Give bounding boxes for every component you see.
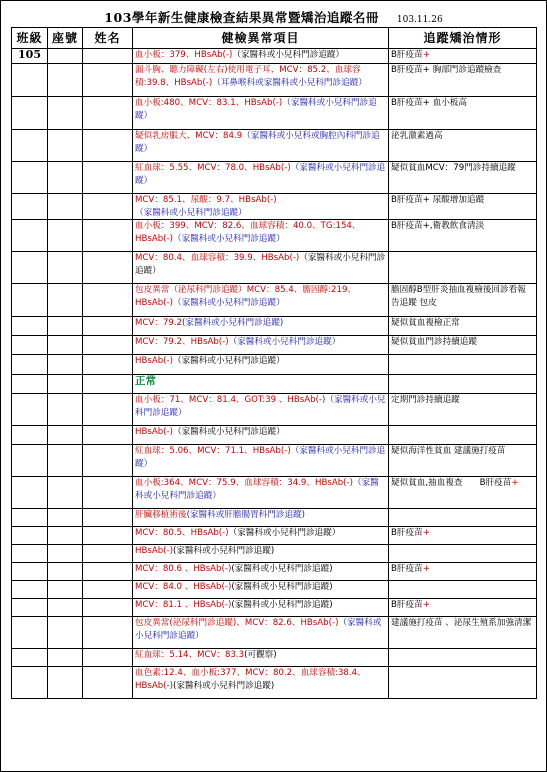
name-cell xyxy=(83,581,133,599)
item-text-red: 血小板：399、MCV：82.6、血球容積：40.0、TG:154、HBsAb(-) xyxy=(135,221,361,244)
name-cell xyxy=(83,527,133,545)
page-title xyxy=(0,8,547,26)
table-row xyxy=(12,64,537,97)
tracking-cell xyxy=(389,649,537,667)
item-text-red: MCV：85.1、尿酸：9.7、HBsAb(-) xyxy=(135,195,277,205)
item-text-red: 疑似乳房脹大、MCV：84.9 xyxy=(135,131,243,141)
class-cell xyxy=(12,97,48,130)
item-text-blue: （家醫科或小兒科門診追蹤） xyxy=(135,163,386,186)
table-body xyxy=(12,49,537,699)
item-text-red: HBsAb(-) xyxy=(135,546,173,556)
item-text-blue: （家醫科或小兒科門診追蹤） xyxy=(135,395,386,418)
class-cell xyxy=(12,252,48,284)
tracking-cell xyxy=(389,563,537,581)
abnormal-items-cell xyxy=(133,336,389,355)
item-text-red: HBsAb(-) xyxy=(135,427,173,437)
item-text-blue: （家醫科或小兒科門診追蹤） xyxy=(172,233,285,244)
tracking-cell xyxy=(389,336,537,355)
tracking-text: 建議施打疫苗 、泌尿生殖系加強清潔 xyxy=(391,618,532,628)
seat-cell xyxy=(48,162,83,194)
abnormal-items-cell xyxy=(133,64,389,97)
tracking-text: B肝疫苗 xyxy=(391,564,423,574)
table-row xyxy=(12,649,537,667)
seat-cell xyxy=(48,426,83,445)
class-cell: 105 xyxy=(12,49,48,64)
item-text-black: (可觀察) xyxy=(244,650,277,660)
tracking-cell xyxy=(389,49,537,64)
col-header-seat: 座號 xyxy=(48,28,83,49)
name-cell xyxy=(83,617,133,649)
seat-cell xyxy=(48,317,83,336)
name-cell xyxy=(83,97,133,130)
tracking-cell xyxy=(389,220,537,252)
section-label: 正常 xyxy=(135,375,156,387)
item-text-red: MCV：84.0 、HBsAb(-) xyxy=(135,582,232,592)
abnormal-items-cell xyxy=(133,509,389,527)
name-cell xyxy=(83,355,133,375)
seat-cell xyxy=(48,445,83,477)
seat-cell xyxy=(48,284,83,317)
item-text-red: MCV：80.5、HBsAb(-) xyxy=(135,528,229,538)
item-text-black: (家醫科或小兒科門診追蹤) xyxy=(231,582,333,592)
seat-cell xyxy=(48,667,83,699)
item-text-blue: （家醫科或小兒科或胸腔內科門診追蹤） xyxy=(135,131,380,154)
seat-cell xyxy=(48,509,83,527)
item-text-red: 紅血球：5.06、MCV：71.1、HBsAb(-) xyxy=(135,446,291,456)
abnormal-items-cell xyxy=(133,527,389,545)
abnormal-items-cell xyxy=(133,317,389,336)
item-text-red: 紅血球：5.55、MCV：78.0、HBsAb(-) xyxy=(135,163,291,173)
class-cell xyxy=(12,599,48,617)
abnormal-items-cell xyxy=(133,394,389,426)
class-cell xyxy=(12,509,48,527)
class-cell xyxy=(12,355,48,375)
seat-cell xyxy=(48,581,83,599)
tracking-cell xyxy=(389,477,537,509)
class-cell xyxy=(12,667,48,699)
item-text-black: (家醫科或小兒科門診追蹤) xyxy=(231,600,333,610)
table-row xyxy=(12,130,537,162)
abnormal-items-cell xyxy=(133,194,389,220)
class-cell xyxy=(12,649,48,667)
tracking-cell xyxy=(389,375,537,394)
item-text-red: 血小板:364、MCV：75.9、血球容積：34.9、HBsAb(-) xyxy=(135,478,353,488)
name-cell xyxy=(83,162,133,194)
abnormal-items-cell xyxy=(133,445,389,477)
class-cell xyxy=(12,617,48,649)
class-cell xyxy=(12,563,48,581)
item-text-red: MCV：81.1 、HBsAb(-) xyxy=(135,600,232,610)
table-row xyxy=(12,317,537,336)
col-header-class: 班級 xyxy=(12,28,48,49)
abnormal-items-cell xyxy=(133,284,389,317)
table-row xyxy=(12,445,537,477)
tracking-cell xyxy=(389,667,537,699)
tracking-text: B肝疫苗 xyxy=(391,50,423,60)
title-text: 103學年新生健康檢查結果異常暨矯治追蹤名冊 xyxy=(104,10,379,25)
abnormal-items-cell xyxy=(133,563,389,581)
tracking-cell xyxy=(389,284,537,317)
tracking-cell xyxy=(389,509,537,527)
item-text-black: (家醫科或小兒科門診追蹤) xyxy=(172,680,275,691)
item-text-black: （家醫科或小兒科門診追蹤） xyxy=(232,50,345,60)
item-text-red: 肝臟移植術後 xyxy=(135,510,187,520)
tracking-cell xyxy=(389,599,537,617)
abnormal-items-cell xyxy=(133,426,389,445)
table-row xyxy=(12,355,537,375)
tracking-cell xyxy=(389,317,537,336)
tracking-text: 泌乳激素過高 xyxy=(391,131,443,141)
tracking-cell xyxy=(389,252,537,284)
name-cell xyxy=(83,220,133,252)
tracking-text: 膽固醇B型肝炎抽血複檢後回診看報告追蹤 包皮 xyxy=(391,285,526,308)
tracking-text: B肝疫苗+ 血小板高 xyxy=(391,98,467,108)
class-cell xyxy=(12,317,48,336)
table-row xyxy=(12,375,537,394)
class-cell xyxy=(12,194,48,220)
name-cell xyxy=(83,563,133,581)
seat-cell xyxy=(48,375,83,394)
item-text-blue: （家醫科或小兒科門診追蹤） xyxy=(228,337,341,347)
name-cell xyxy=(83,599,133,617)
item-text-red: HBsAb(-) xyxy=(135,356,173,366)
item-text-blue: （家醫科或小兒科門診追蹤） xyxy=(135,478,379,501)
name-cell xyxy=(83,64,133,97)
tracking-cell xyxy=(389,194,537,220)
abnormal-items-cell xyxy=(133,649,389,667)
table-row xyxy=(12,667,537,699)
item-text-red: 血色素:12.4、血小板:377、MCV：80.2、血球容積:38.4、HBsAb(-) xyxy=(135,668,366,691)
tracking-plus: + xyxy=(422,528,430,538)
seat-cell xyxy=(48,394,83,426)
abnormal-items-cell xyxy=(133,545,389,563)
tracking-plus: + xyxy=(511,478,519,488)
tracking-text: B肝疫苗+,衛教飲食清淡 xyxy=(391,221,485,231)
table-row xyxy=(12,527,537,545)
name-cell xyxy=(83,130,133,162)
class-cell xyxy=(12,375,48,394)
item-text-red: 血小板：71、MCV：81.4、GOT:39 、HBsAb(-) xyxy=(135,395,326,405)
class-cell xyxy=(12,220,48,252)
name-cell xyxy=(83,445,133,477)
item-text-red: 血小板：379、HBsAb(-) xyxy=(135,50,233,60)
col-header-tracking: 追蹤矯治情形 xyxy=(389,28,537,49)
table-row xyxy=(12,581,537,599)
col-header-abnormal-items: 健檢異常項目 xyxy=(133,28,389,49)
seat-cell xyxy=(48,97,83,130)
name-cell xyxy=(83,509,133,527)
item-text-black: （家醫科或小兒科門診追蹤） xyxy=(135,253,386,276)
class-cell xyxy=(12,162,48,194)
tracking-text: 疑似貧血複檢正常 xyxy=(391,318,460,328)
abnormal-items-cell xyxy=(133,97,389,130)
item-text-black: （家醫科或小兒科門診追蹤） xyxy=(228,528,341,538)
seat-cell xyxy=(48,220,83,252)
seat-cell xyxy=(48,599,83,617)
tracking-cell xyxy=(389,130,537,162)
table-row xyxy=(12,162,537,194)
abnormal-items-cell xyxy=(133,220,389,252)
tracking-text: 疑似貧血門診持續追蹤 xyxy=(391,337,477,347)
abnormal-items-cell xyxy=(133,667,389,699)
tracking-text: B肝疫苗+ 尿酸增加追蹤 xyxy=(391,195,485,205)
tracking-cell xyxy=(389,617,537,649)
item-text-black: (家醫科或小兒科門診追蹤) xyxy=(231,564,333,574)
name-cell xyxy=(83,336,133,355)
tracking-cell xyxy=(389,527,537,545)
item-text-black: （家醫科或小兒科門診追蹤） xyxy=(172,427,285,437)
seat-cell xyxy=(48,545,83,563)
tracking-cell xyxy=(389,64,537,97)
item-text-blue: （家醫科或小兒科門診追蹤） xyxy=(135,207,247,218)
table-row xyxy=(12,477,537,509)
table-row xyxy=(12,194,537,220)
table-row xyxy=(12,599,537,617)
table-row xyxy=(12,49,537,64)
name-cell xyxy=(83,252,133,284)
abnormal-items-cell xyxy=(133,162,389,194)
table-row xyxy=(12,252,537,284)
item-text-red: MCV：80.6 、HBsAb(-) xyxy=(135,564,232,574)
class-cell xyxy=(12,284,48,317)
name-cell xyxy=(83,375,133,394)
class-cell xyxy=(12,527,48,545)
item-text-red: 漏斗胸、聽力障礙(左右)使用電子耳、MCV：85.2、血球容積:39.8、HBsAb(-) xyxy=(135,65,361,88)
item-text-red: MCV：79.2、HBsAb(-) xyxy=(135,337,229,347)
name-cell xyxy=(83,284,133,317)
item-text-black: (家醫科或小兒科門診追蹤) xyxy=(172,546,275,556)
tracking-cell xyxy=(389,162,537,194)
name-cell xyxy=(83,667,133,699)
abnormal-items-cell xyxy=(133,130,389,162)
table-row xyxy=(12,509,537,527)
tracking-cell xyxy=(389,581,537,599)
table-header-row xyxy=(12,28,537,49)
table-row xyxy=(12,545,537,563)
class-cell xyxy=(12,336,48,355)
tracking-plus: + xyxy=(422,564,430,574)
table-row xyxy=(12,336,537,355)
table-row xyxy=(12,284,537,317)
tracking-cell xyxy=(389,426,537,445)
abnormal-items-cell xyxy=(133,477,389,509)
tracking-text: 疑似貧血,抽血複查 B肝疫苗 xyxy=(391,478,512,488)
col-header-name: 姓名 xyxy=(83,28,133,49)
table-row xyxy=(12,617,537,649)
table-row xyxy=(12,426,537,445)
title-date: 103.11.26 xyxy=(396,15,443,25)
tracking-cell xyxy=(389,545,537,563)
tracking-plus: + xyxy=(422,50,430,60)
item-text-blue: （家醫科或小兒科門診追蹤） xyxy=(135,98,377,121)
seat-cell xyxy=(48,252,83,284)
name-cell xyxy=(83,477,133,509)
seat-cell xyxy=(48,194,83,220)
item-text-blue: （耳鼻喉科或家醫科或小兒科門診追蹤） xyxy=(212,77,367,88)
item-text-blue: (家醫科或小兒科門診追蹤) xyxy=(182,318,284,328)
name-cell xyxy=(83,394,133,426)
abnormal-items-cell xyxy=(133,581,389,599)
class-cell xyxy=(12,64,48,97)
tracking-cell xyxy=(389,394,537,426)
item-text-black: （家醫科或小兒科門診追蹤） xyxy=(172,356,285,366)
table-row xyxy=(12,394,537,426)
tracking-plus: + xyxy=(422,600,430,610)
tracking-text: B肝疫苗+ 胸部門診追蹤檢查 xyxy=(391,65,502,75)
name-cell xyxy=(83,194,133,220)
item-text-red: 血小板:480、MCV：83.1、HBsAb(-) xyxy=(135,98,283,108)
item-text-red: 紅血球：5.14、MCV：83.3 xyxy=(135,650,245,660)
abnormal-items-cell xyxy=(133,617,389,649)
seat-cell xyxy=(48,64,83,97)
tracking-text: 疑似海洋性貧血 建議施打疫苗 xyxy=(391,446,506,456)
item-text-red: MCV：79.2 xyxy=(135,318,183,328)
table-row xyxy=(12,97,537,130)
name-cell xyxy=(83,49,133,64)
class-cell xyxy=(12,426,48,445)
seat-cell xyxy=(48,649,83,667)
tracking-text: 定期門診持續追蹤 xyxy=(391,395,460,405)
table-row xyxy=(12,220,537,252)
abnormal-items-cell xyxy=(133,599,389,617)
tracking-text: B肝疫苗 xyxy=(391,528,423,538)
item-text-red: MCV：80.4、血球容積：39.9、HBsAb(-) xyxy=(135,253,300,263)
name-cell xyxy=(83,649,133,667)
tracking-cell xyxy=(389,355,537,375)
name-cell xyxy=(83,545,133,563)
class-cell xyxy=(12,394,48,426)
item-text-blue: (家醫科或肝膽腸胃科門診追蹤) xyxy=(186,510,306,520)
seat-cell xyxy=(48,617,83,649)
tracking-cell xyxy=(389,445,537,477)
class-cell xyxy=(12,130,48,162)
tracking-text: B肝疫苗 xyxy=(391,600,423,610)
name-cell xyxy=(83,317,133,336)
class-cell xyxy=(12,545,48,563)
item-text-red: 包皮異常（泌尿科門診追蹤）MCV：85.4、膽固醇:219、 HBsAb(-) xyxy=(135,285,357,308)
tracking-cell xyxy=(389,97,537,130)
abnormal-items-cell xyxy=(133,375,389,394)
abnormal-items-cell xyxy=(133,49,389,64)
seat-cell xyxy=(48,336,83,355)
follow-up-table xyxy=(11,27,537,699)
name-cell xyxy=(83,426,133,445)
seat-cell xyxy=(48,355,83,375)
seat-cell xyxy=(48,130,83,162)
table-row xyxy=(12,563,537,581)
abnormal-items-cell xyxy=(133,252,389,284)
item-text-blue: （家醫科或小兒科門診追蹤） xyxy=(172,297,285,308)
abnormal-items-cell xyxy=(133,355,389,375)
seat-cell xyxy=(48,563,83,581)
item-text-blue: （家醫科或小兒科門診追蹤） xyxy=(135,446,386,469)
class-cell xyxy=(12,581,48,599)
item-text-red: 包皮異常(泌尿科門診追蹤)、MCV：82.6、HBsAb(-) xyxy=(135,618,339,628)
class-cell xyxy=(12,445,48,477)
class-cell xyxy=(12,477,48,509)
seat-cell xyxy=(48,527,83,545)
item-text-blue: （家醫科或小兒科門診追蹤） xyxy=(135,618,382,641)
seat-cell xyxy=(48,477,83,509)
seat-cell xyxy=(48,49,83,64)
tracking-text: 疑似貧血MCV：79門診持續追蹤 xyxy=(391,163,516,173)
